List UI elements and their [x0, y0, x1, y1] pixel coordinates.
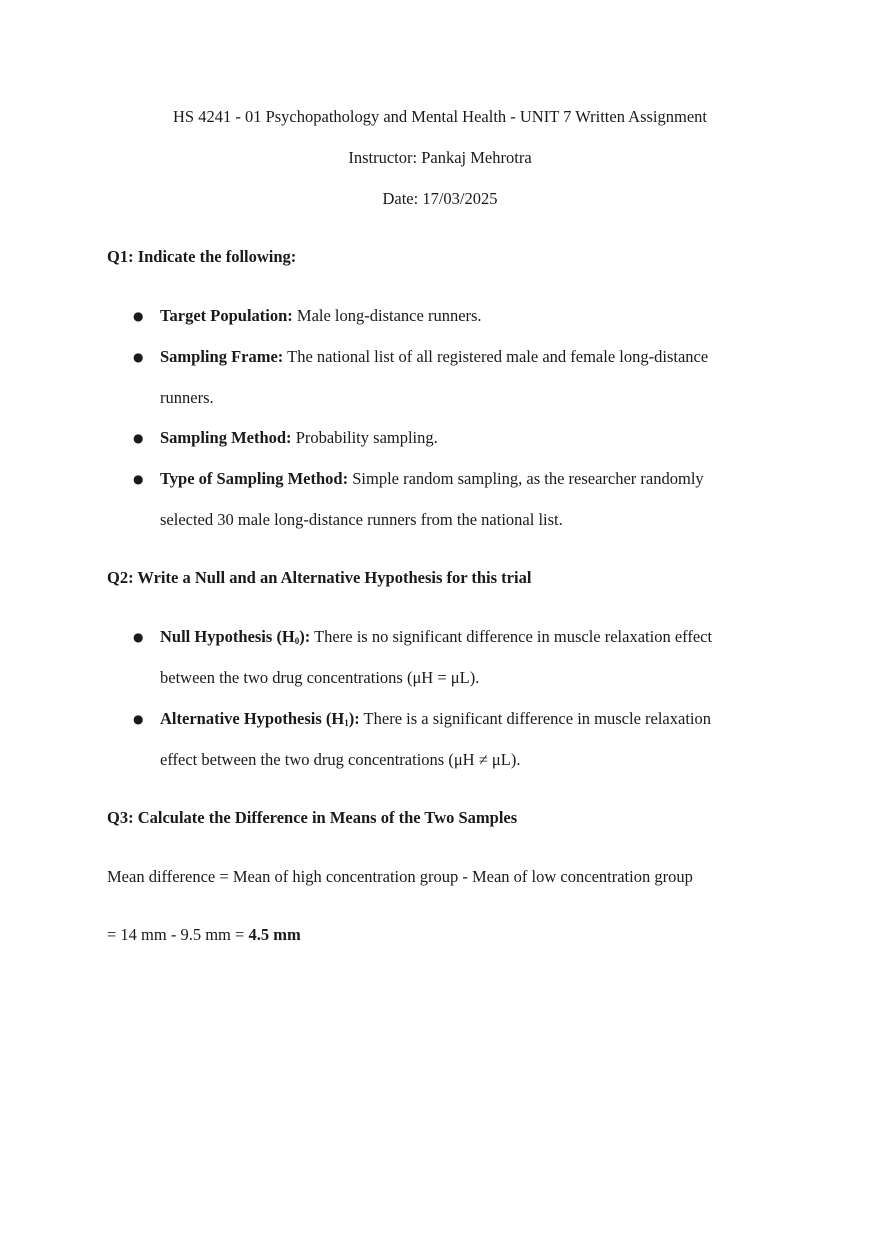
- q1-item-label: Sampling Method:: [160, 428, 292, 447]
- q1-item-label: Target Population:: [160, 306, 293, 325]
- q1-item-text: Male long-distance runners.: [292, 306, 482, 325]
- subscript-zero: 0: [294, 636, 300, 646]
- q1-item-sampling-frame: [160, 347, 708, 367]
- q2-item-text-continued: between the two drug concentrations (μH = μL).: [160, 668, 480, 687]
- q1-item-target-population: [160, 306, 482, 326]
- calculation-result: 4.5 mm: [248, 925, 301, 944]
- q2-item-label: [160, 709, 360, 728]
- q1-item-text: Probability sampling.: [291, 428, 438, 447]
- bullet-icon: ●: [133, 350, 144, 364]
- course-title: HS 4241 - 01 Psychopathology and Mental Health - UNIT 7 Written Assignment: [172, 107, 707, 126]
- q1-item-text: Simple random sampling, as the researcher randomly: [348, 469, 704, 488]
- q3-heading: Q3: Calculate the Difference in Means of the Two Samples: [107, 808, 518, 827]
- q2-item-label: [160, 627, 310, 646]
- q2-item-null-hypothesis: [160, 627, 712, 651]
- instructor-line: Instructor: Pankaj Mehrotra: [348, 148, 532, 167]
- q2-item-text: There is no significant difference in muscle relaxation effect: [310, 627, 713, 646]
- label-text: Alternative Hypothesis (H: [160, 709, 345, 728]
- bullet-icon: ●: [133, 431, 144, 445]
- q1-item-sampling-method: [160, 428, 438, 448]
- subscript-one: 1: [344, 718, 349, 728]
- q2-heading: Q2: Write a Null and an Alternative Hypothesis for this trial: [107, 568, 532, 587]
- q2-item-alternative-hypothesis: [160, 709, 711, 733]
- q1-item-text: The national list of all registered male and female long-distance: [283, 347, 709, 366]
- label-suffix: ):: [348, 709, 360, 728]
- q1-item-type-of-sampling: [160, 469, 704, 489]
- q1-item-label: Sampling Frame:: [160, 347, 284, 366]
- q3-formula: Mean difference = Mean of high concentration group - Mean of low concentration group: [107, 867, 693, 886]
- label-text: Null Hypothesis (H: [160, 627, 295, 646]
- date-line: Date: 17/03/2025: [382, 189, 498, 208]
- q3-calculation: [107, 925, 301, 945]
- q1-heading: Q1: Indicate the following:: [107, 247, 297, 266]
- q1-item-text-continued: runners.: [160, 388, 214, 407]
- q1-item-label: Type of Sampling Method:: [160, 469, 349, 488]
- q1-item-text-continued: selected 30 male long-distance runners from the national list.: [160, 510, 563, 529]
- bullet-icon: ●: [133, 472, 144, 486]
- label-suffix: ):: [299, 627, 311, 646]
- bullet-icon: ●: [133, 309, 144, 323]
- calculation-text: = 14 mm - 9.5 mm =: [107, 925, 249, 944]
- bullet-icon: ●: [133, 712, 144, 726]
- bullet-icon: ●: [133, 630, 144, 644]
- q2-item-text: There is a significant difference in muscle relaxation: [359, 709, 711, 728]
- q2-item-text-continued: effect between the two drug concentrations (μH ≠ μL).: [160, 750, 521, 769]
